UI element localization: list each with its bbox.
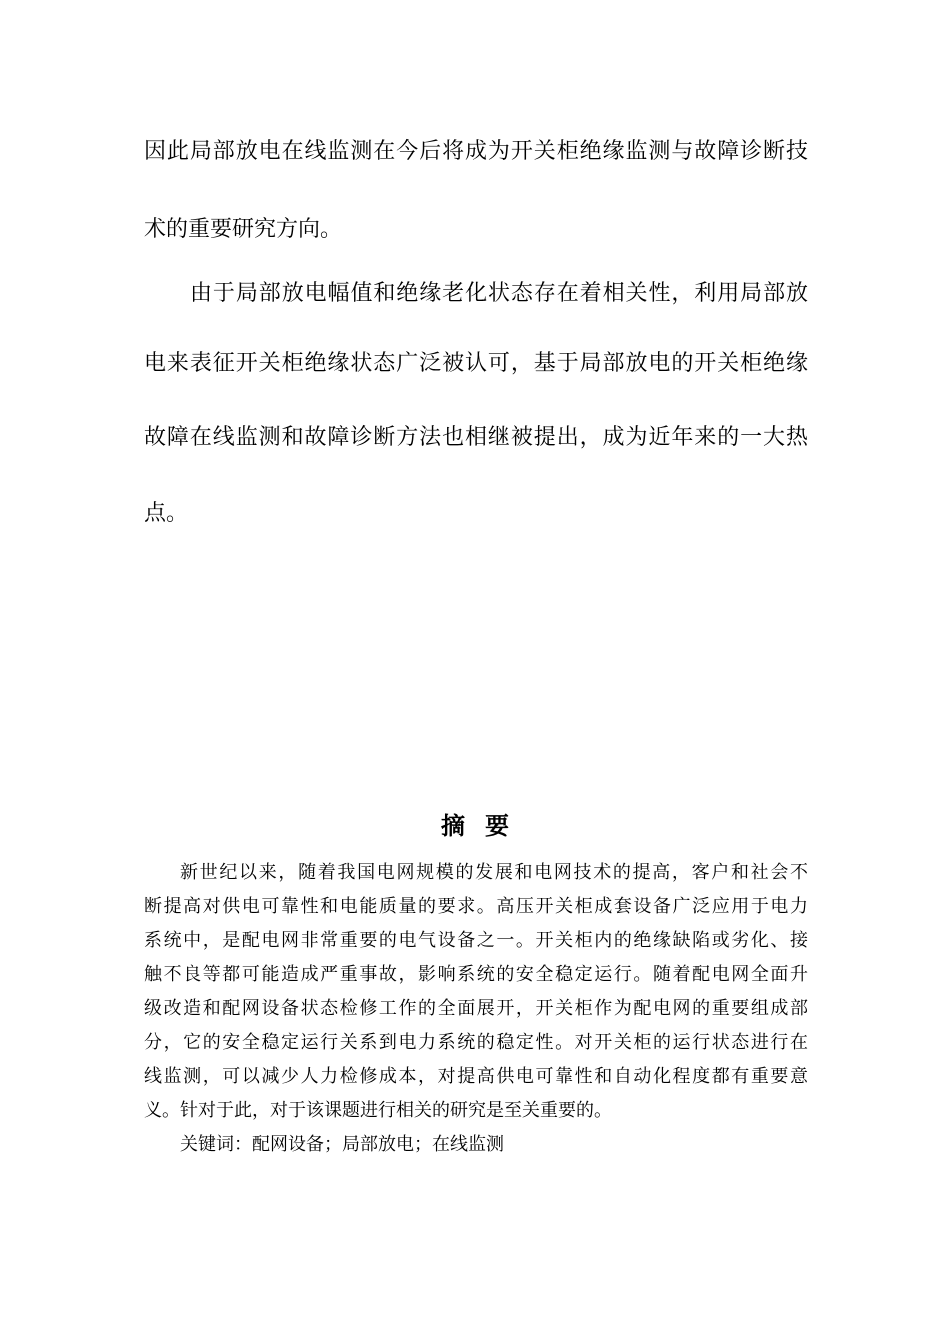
keywords-line: 关键词：配网设备；局部放电；在线监测: [180, 1134, 504, 1155]
paragraph-line: 故障在线监测和故障诊断方法也相继被提出，成为近年来的一大热: [144, 425, 808, 450]
abstract-line: 线监测，可以减少人力检修成本，对提高供电可靠性和自动化程度都有重要意: [144, 1066, 808, 1087]
abstract-line: 系统中，是配电网非常重要的电气设备之一。开关柜内的绝缘缺陷或劣化、接: [144, 930, 808, 951]
paragraph-line: 由于局部放电幅值和绝缘老化状态存在着相关性，利用局部放: [190, 281, 808, 306]
paragraph-line: 电来表征开关柜绝缘状态广泛被认可，基于局部放电的开关柜绝缘: [144, 351, 808, 376]
paragraph-line: 点。: [144, 501, 189, 526]
abstract-line: 分，它的安全稳定运行关系到电力系统的稳定性。对开关柜的运行状态进行在: [144, 1032, 808, 1053]
abstract-line: 触不良等都可能造成严重事故，影响系统的安全稳定运行。随着配电网全面升: [144, 964, 808, 985]
abstract-line: 义。针对于此，对于该课题进行相关的研究是至关重要的。: [144, 1100, 612, 1121]
abstract-line: 新世纪以来，随着我国电网规模的发展和电网技术的提高，客户和社会不: [180, 862, 808, 883]
abstract-title: 摘要: [441, 811, 529, 840]
abstract-line: 断提高对供电可靠性和电能质量的要求。高压开关柜成套设备广泛应用于电力: [144, 896, 808, 917]
abstract-line: 级改造和配网设备状态检修工作的全面展开，开关柜作为配电网的重要组成部: [144, 998, 808, 1019]
paragraph-line: 术的重要研究方向。: [144, 217, 343, 242]
paragraph-line: 因此局部放电在线监测在今后将成为开关柜绝缘监测与故障诊断技: [144, 139, 808, 164]
